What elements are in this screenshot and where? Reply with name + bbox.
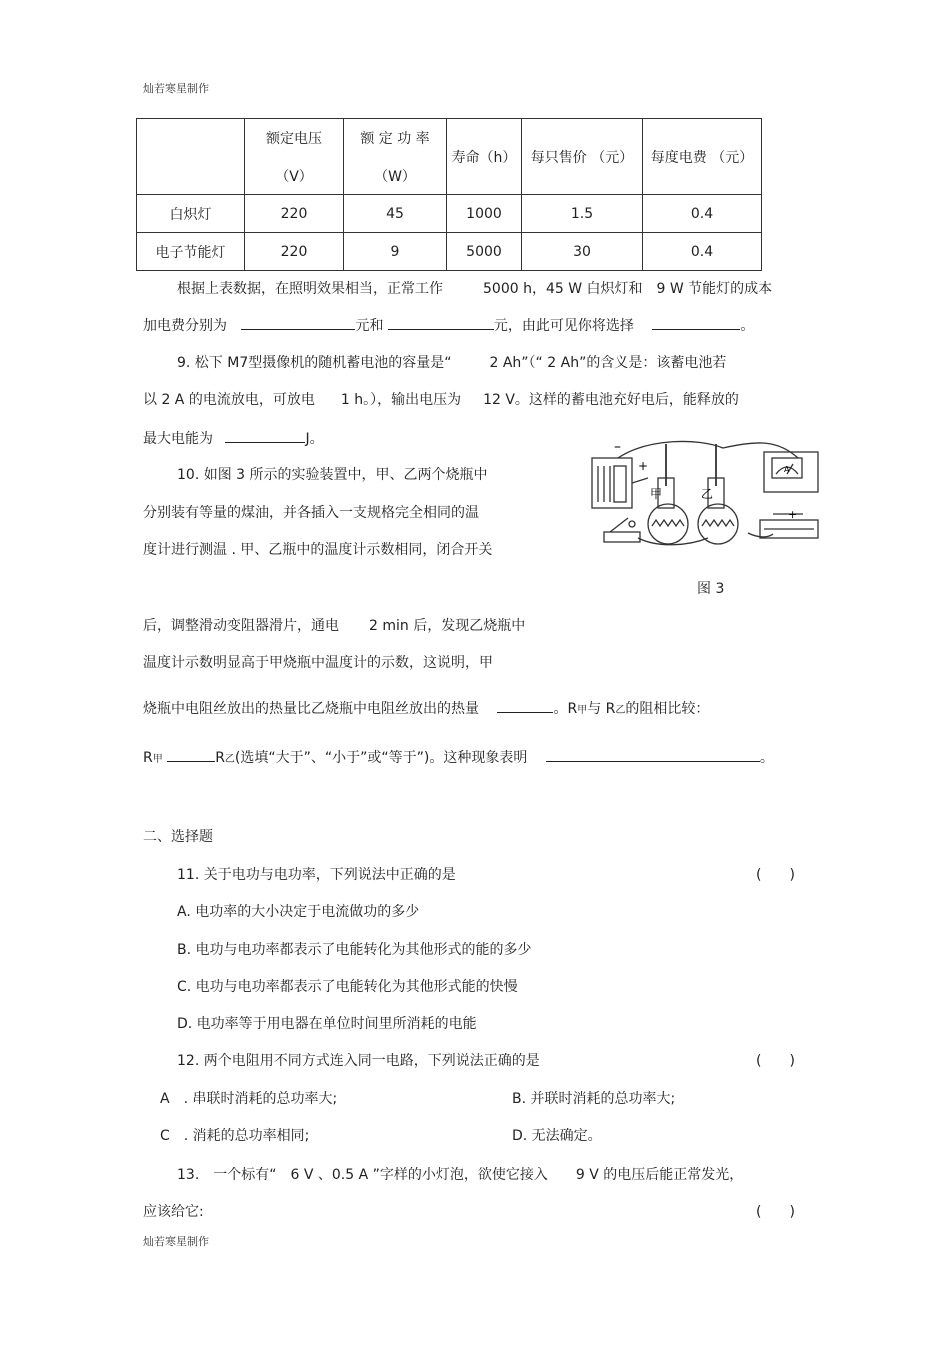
- ammeter-icon: [764, 452, 818, 492]
- table-cell: 电子节能灯: [137, 233, 245, 271]
- section-title: 二、选择题: [143, 829, 213, 845]
- q13-line2: 应该给它:: [143, 1204, 204, 1220]
- table-header-cell: 每度电费 （元）: [643, 119, 762, 195]
- table-cell: 9: [344, 233, 447, 271]
- table-cell: 220: [245, 195, 344, 233]
- q12-option-b: B. 并联时消耗的总功率大;: [512, 1091, 676, 1107]
- ammeter-label: A: [784, 465, 790, 474]
- table-cell: 5000: [447, 233, 522, 271]
- q10-line4: 后，调整滑动变阻器滑片，通电 2 min 后，发现乙烧瓶中: [143, 618, 526, 634]
- q8-line1: 根据上表数据，在照明效果相当，正常工作 5000 h，45 W 白炽灯和 9 W 节能灯的成本: [177, 281, 773, 297]
- q12-option-d: D. 无法确定。: [512, 1128, 602, 1144]
- answer-blank[interactable]: [497, 698, 553, 713]
- table-cell: 白炽灯: [137, 195, 245, 233]
- table-header-cell: [137, 119, 245, 195]
- q12-stem: 12. 两个电阻用不同方式连入同一电路，下列说法正确的是: [177, 1053, 540, 1069]
- q8-line2: 加电费分别为 元和 元，由此可见你将选择 。: [143, 315, 754, 336]
- table-header-row: [137, 119, 762, 195]
- answer-blank[interactable]: [388, 315, 494, 330]
- answer-blank[interactable]: [652, 315, 740, 330]
- switch-icon: [604, 532, 640, 542]
- table-cell: 0.4: [643, 233, 762, 271]
- answer-bracket[interactable]: ( ): [756, 1204, 795, 1220]
- plus-label: +: [638, 459, 649, 473]
- page-footer: 灿若寒星制作: [143, 1235, 209, 1248]
- table-cell: 45: [344, 195, 447, 233]
- table-cell: 1000: [447, 195, 522, 233]
- experiment-figure: [588, 438, 823, 556]
- answer-bracket[interactable]: ( ): [756, 1053, 795, 1069]
- q11-option-a: A. 电功率的大小决定于电流做功的多少: [177, 904, 420, 920]
- table-cell: 220: [245, 233, 344, 271]
- table-header-cell: 寿命（h）: [447, 119, 522, 195]
- answer-blank[interactable]: [546, 747, 760, 762]
- q10-line3: 度计进行测温 . 甲、乙瓶中的温度计示数相同，闭合开关: [143, 542, 493, 558]
- q11-option-c: C. 电功与电功率都表示了电能转化为其他形式能的快慢: [177, 979, 518, 995]
- lamp-comparison-table: [136, 118, 762, 271]
- rheostat-plus-label: +: [788, 508, 798, 521]
- jia-label: 甲: [650, 487, 663, 501]
- q10-line1: 10. 如图 3 所示的实验装置中，甲、乙两个烧瓶中: [177, 467, 488, 483]
- q9-line2: 以 2 A 的电流放电，可放电 1 h。），输出电压为 12 V。这样的蓄电池充好电后，能释放的: [143, 392, 739, 408]
- minus-label: –: [614, 439, 621, 455]
- table-row: [137, 233, 762, 271]
- answer-blank[interactable]: [225, 428, 305, 443]
- q12-option-c: C . 消耗的总功率相同;: [160, 1128, 310, 1144]
- table-cell: 30: [522, 233, 643, 271]
- answer-blank[interactable]: [167, 747, 215, 762]
- q9-line3: 最大电能为 J。: [143, 428, 324, 449]
- q9-line1: 9. 松下 M7型摄像机的随机蓄电池的容量是“ 2 Ah”（“ 2 Ah”的含义是：该蓄电池若: [177, 355, 727, 371]
- table-header-cell: 额 定 功 率 （W）: [344, 119, 447, 195]
- q10-line5: 温度计示数明显高于甲烧瓶中温度计的示数，这说明，甲: [143, 655, 493, 671]
- q11-option-b: B. 电功与电功率都表示了电能转化为其他形式的能的多少: [177, 942, 532, 958]
- q10-line6: 烧瓶中电阻丝放出的热量比乙烧瓶中电阻丝放出的热量 。R甲与 R乙的阻相比较：: [143, 698, 709, 721]
- answer-bracket[interactable]: ( ): [756, 867, 795, 883]
- q10-line7: R甲 R乙(选填“大于”、“小于”或“等于”)。这种现象表明 。: [143, 747, 774, 770]
- table-header-cell: 每只售价 （元）: [522, 119, 643, 195]
- table-cell: 0.4: [643, 195, 762, 233]
- table-row: [137, 195, 762, 233]
- page-header: 灿若寒星制作: [143, 82, 209, 95]
- q13-line1: 13. 一个标有“ 6 V 、0.5 A ”字样的小灯泡，欲使它接入 9 V 的电压后能正常发光，: [177, 1167, 744, 1183]
- answer-blank[interactable]: [241, 315, 355, 330]
- table-cell: 1.5: [522, 195, 643, 233]
- q12-option-a: A . 串联时消耗的总功率大;: [160, 1091, 338, 1107]
- q11-option-d: D. 电功率等于用电器在单位时间里所消耗的电能: [177, 1016, 477, 1032]
- yi-label: 乙: [701, 487, 714, 501]
- figure-caption: 图 3: [697, 581, 725, 597]
- q11-stem: 11. 关于电功与电功率，下列说法中正确的是: [177, 867, 456, 883]
- table-header-cell: 额定电压 （V）: [245, 119, 344, 195]
- q10-line2: 分别装有等量的煤油，并各插入一支规格完全相同的温: [143, 505, 479, 521]
